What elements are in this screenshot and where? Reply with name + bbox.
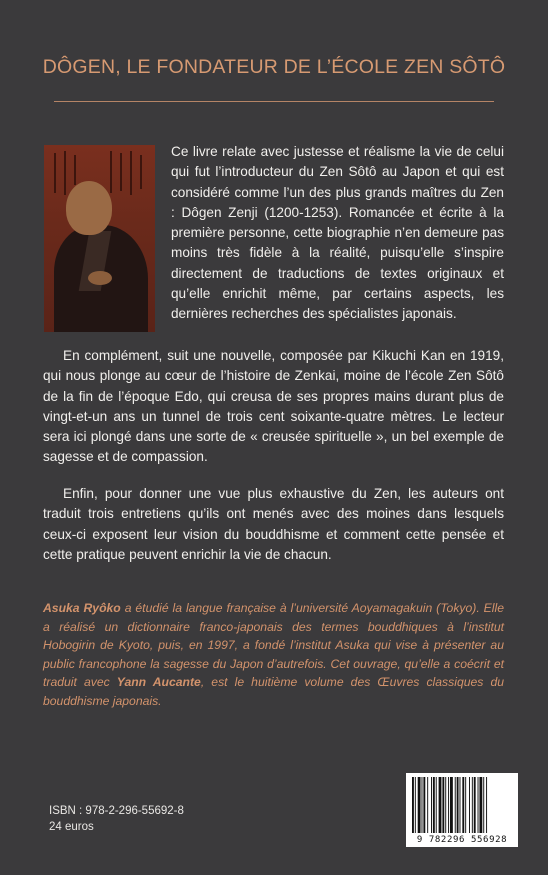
price-label: 24 euros <box>49 821 94 833</box>
barcode-bar <box>412 777 414 833</box>
barcode-bar <box>427 777 428 833</box>
barcode-bars <box>410 777 514 835</box>
barcode-bar <box>478 777 479 833</box>
portrait-head <box>66 181 112 235</box>
barcode-bar <box>436 777 437 833</box>
zen-master-portrait-icon <box>44 145 155 332</box>
title-divider <box>54 101 494 102</box>
barcode-bar <box>450 777 453 833</box>
author-bio <box>43 599 504 711</box>
barcode-bar <box>457 777 459 833</box>
book-title: DÔGEN, LE FONDATEUR DE L’ÉCOLE ZEN SÔTÔ <box>42 56 506 78</box>
barcode-bar <box>455 777 456 833</box>
barcode-bar <box>422 777 423 833</box>
barcode-bar <box>460 777 461 833</box>
barcode-bar <box>445 777 446 833</box>
barcode-bar <box>472 777 473 833</box>
paragraph-interviews: Enfin, pour donner une vue plus exhaustive du Zen, les auteurs ont traduit trois entretiens qu’ils ont menés avec des moines dans lesquels ceux-ci exposent leur vision du bouddhisme et comment cette pensée et cette pratique peuvent enrichir la vie de chacun. <box>43 486 504 562</box>
paragraph-complement: En complément, suit une nouvelle, composée par Kikuchi Kan en 1919, qui nous plonge au cœur de l’histoire de Zenkai, moine de l’école Zen Sôtô de la fin de l’époque Edo, qui creusa de ses propres mains durant plus de vingt-et-un ans un tunnel de trois cent soixante-quatre mètres. Le lecteur sera ici plongé dans une sorte de « creusée spirituelle », un bel exemple de sagesse et de compassion. <box>43 348 504 465</box>
barcode-bar <box>431 777 432 833</box>
barcode-bar <box>483 777 484 833</box>
bio-text-2: , est le huitième volume des Œuvres classiques du bouddhisme japonais. <box>43 675 504 708</box>
bio-text-1: a étudié la langue française à l’université Aoyamagakuin (Tokyo). Elle a réalisé un dictionnaire franco-japonais des termes bouddhiques à l’institut Hobogirin de Kyoto, puis, en 1997, a fondé l’institut Asuka qui vise à présenter au public francophone la sagesse du Japon d’autrefois. Cet ouvrage, qu’elle a coécrit et traduit avec <box>43 601 504 690</box>
isbn-label: ISBN : 978-2-296-55692-8 <box>49 805 184 817</box>
portrait-hands <box>88 271 112 285</box>
barcode-bar <box>469 777 470 833</box>
barcode-bar <box>479 777 482 833</box>
barcode-bar <box>474 777 476 833</box>
barcode-bar <box>462 777 464 833</box>
barcode-bar <box>423 777 425 833</box>
barcode-bar <box>486 777 487 833</box>
barcode-bar <box>442 777 444 833</box>
barcode-bar <box>415 777 416 833</box>
barcode-bar <box>433 777 435 833</box>
author-name-1: Asuka Ryôko <box>43 601 121 615</box>
barcode-icon <box>406 773 518 847</box>
author-name-2: Yann Aucante <box>116 675 201 690</box>
paragraph-intro: Ce livre relate avec justesse et réalisme la vie de celui qui fut l’introducteur du Zen Sôtô au Japon et qui est considéré comme l’un des plus grands maîtres du Zen : Dôgen Zenji (1200-1253). Romancée et écrite à la première personne, cette biographie n’en demeure pas moins très fidèle à la réalité, puisqu’elle s’inspire directement de traductions de textes originaux et qu’elle enrichit même, par certains aspects, les dernières recherches des spécialistes japonais. <box>171 144 504 322</box>
barcode-bar <box>448 777 449 833</box>
barcode-bar <box>418 777 421 833</box>
barcode-bar <box>439 777 442 833</box>
barcode-bar <box>465 777 466 833</box>
barcode-number: 9 782296 556928 <box>416 835 508 845</box>
